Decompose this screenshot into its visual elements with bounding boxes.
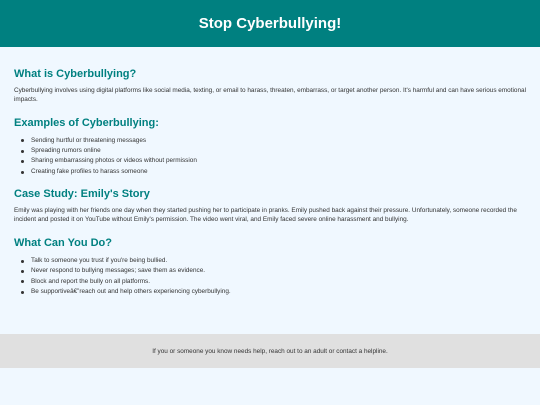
bullet-icon <box>21 139 24 142</box>
bullet-icon <box>21 150 24 153</box>
bullet-icon <box>21 160 24 163</box>
actions-list <box>14 256 526 298</box>
page-title: Stop Cyberbullying! <box>198 15 342 32</box>
main-content <box>0 68 540 297</box>
list-item: Never respond to bullying messages; save them as evidence. <box>31 266 526 276</box>
bullet-icon <box>21 291 24 294</box>
list-item: Sharing embarrassing photos or videos without permission <box>31 156 526 166</box>
section-paragraph-case-study: Emily was playing with her friends one day when they started pushing her to participate in pranks. Emily pushed back against their pressure. Unfortunately, someone recorded the incident and posted it on YouTube without Emily's permission. The video went viral, and Emily faced severe online harassment and bullying. <box>14 207 517 224</box>
section-heading-what-can-you-do: What Can You Do? <box>14 236 112 249</box>
list-item: Sending hurtful or threatening messages <box>31 136 526 146</box>
bullet-icon <box>21 280 24 283</box>
bullet-icon <box>21 260 24 263</box>
bullet-icon <box>21 171 24 174</box>
page-header <box>0 0 540 47</box>
list-item: Creating fake profiles to harass someone <box>31 167 526 177</box>
examples-list <box>14 136 526 178</box>
section-case-study <box>14 188 526 225</box>
section-what-can-you-do <box>14 237 526 298</box>
section-heading-case-study: Case Study: Emily's Story <box>14 188 150 201</box>
section-heading-what-is: What is Cyberbullying? <box>14 68 137 80</box>
section-what-is <box>14 68 526 105</box>
footer-text: If you or someone you know needs help, reach out to an adult or contact a helpline. <box>152 347 388 355</box>
section-paragraph-what-is: Cyberbullying involves using digital platforms like social media, texting, or email to harass, threaten, embarrass, or target another person. It's harmful and can have serious emotional impacts. <box>14 87 527 103</box>
section-examples <box>14 117 526 178</box>
page-footer <box>0 334 540 368</box>
list-item: Be supportiveâ€”reach out and help others experiencing cyberbullying. <box>31 287 526 297</box>
list-item: Block and report the bully on all platforms. <box>31 277 526 287</box>
list-item: Spreading rumors online <box>31 146 526 156</box>
list-item: Talk to someone you trust if you're being bullied. <box>31 256 526 266</box>
bullet-icon <box>21 270 24 273</box>
section-heading-examples: Examples of Cyberbullying: <box>14 116 159 129</box>
